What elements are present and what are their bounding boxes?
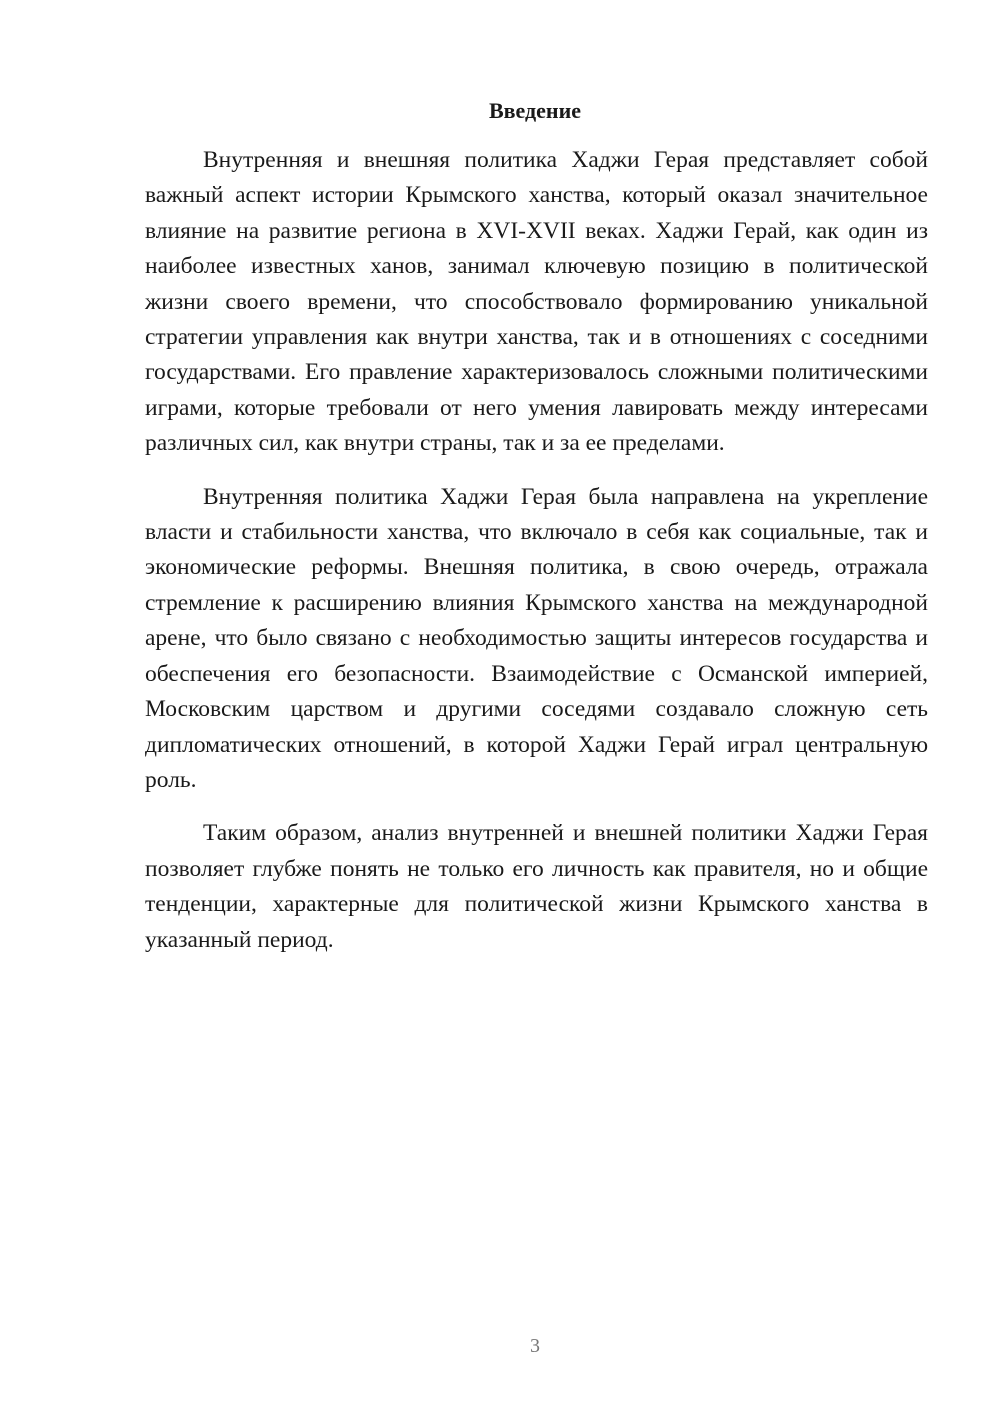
body-text: [145, 143, 928, 976]
page-number: 3: [530, 1335, 540, 1357]
paragraph-1: Внутренняя и внешняя политика Хаджи Герая представляет собой важный аспект истории Крымского ханства, который оказал значительное влияние на развитие региона в XVI-XVII веках. Хаджи Герай, как один из наиболее известных ханов, занимал ключевую позицию в политической жизни своего времени, что способствовало формированию уникальной стратегии управления как внутри ханства, так и в отношениях с соседними государствами. Его правление характеризовалось сложными политическими играми, которые требовали от него умения лавировать между интересами различных сил, как внутри страны, так и за ее пределами.: [145, 147, 928, 457]
page-title: Введение: [488, 98, 582, 123]
paragraph-2: Внутренняя политика Хаджи Герая была направлена на укрепление власти и стабильности ханства, что включало в себя как социальные, так и экономические реформы. Внешняя политика, в свою очередь, отражала стремление к расширению влияния Крымского ханства на международной арене, что было связано с необходимостью защиты интересов государства и обеспечения его безопасности. Взаимодействие с Османской империей, Московским царством и другими соседями создавало сложную сеть дипломатических отношений, в которой Хаджи Герай играл центральную роль.: [145, 483, 928, 793]
paragraph-3: Таким образом, анализ внутренней и внешней политики Хаджи Герая позволяет глубже понять не только его личность как правителя, но и общие тенденции, характерные для политической жизни Крымского ханства в указанный период.: [145, 820, 928, 953]
